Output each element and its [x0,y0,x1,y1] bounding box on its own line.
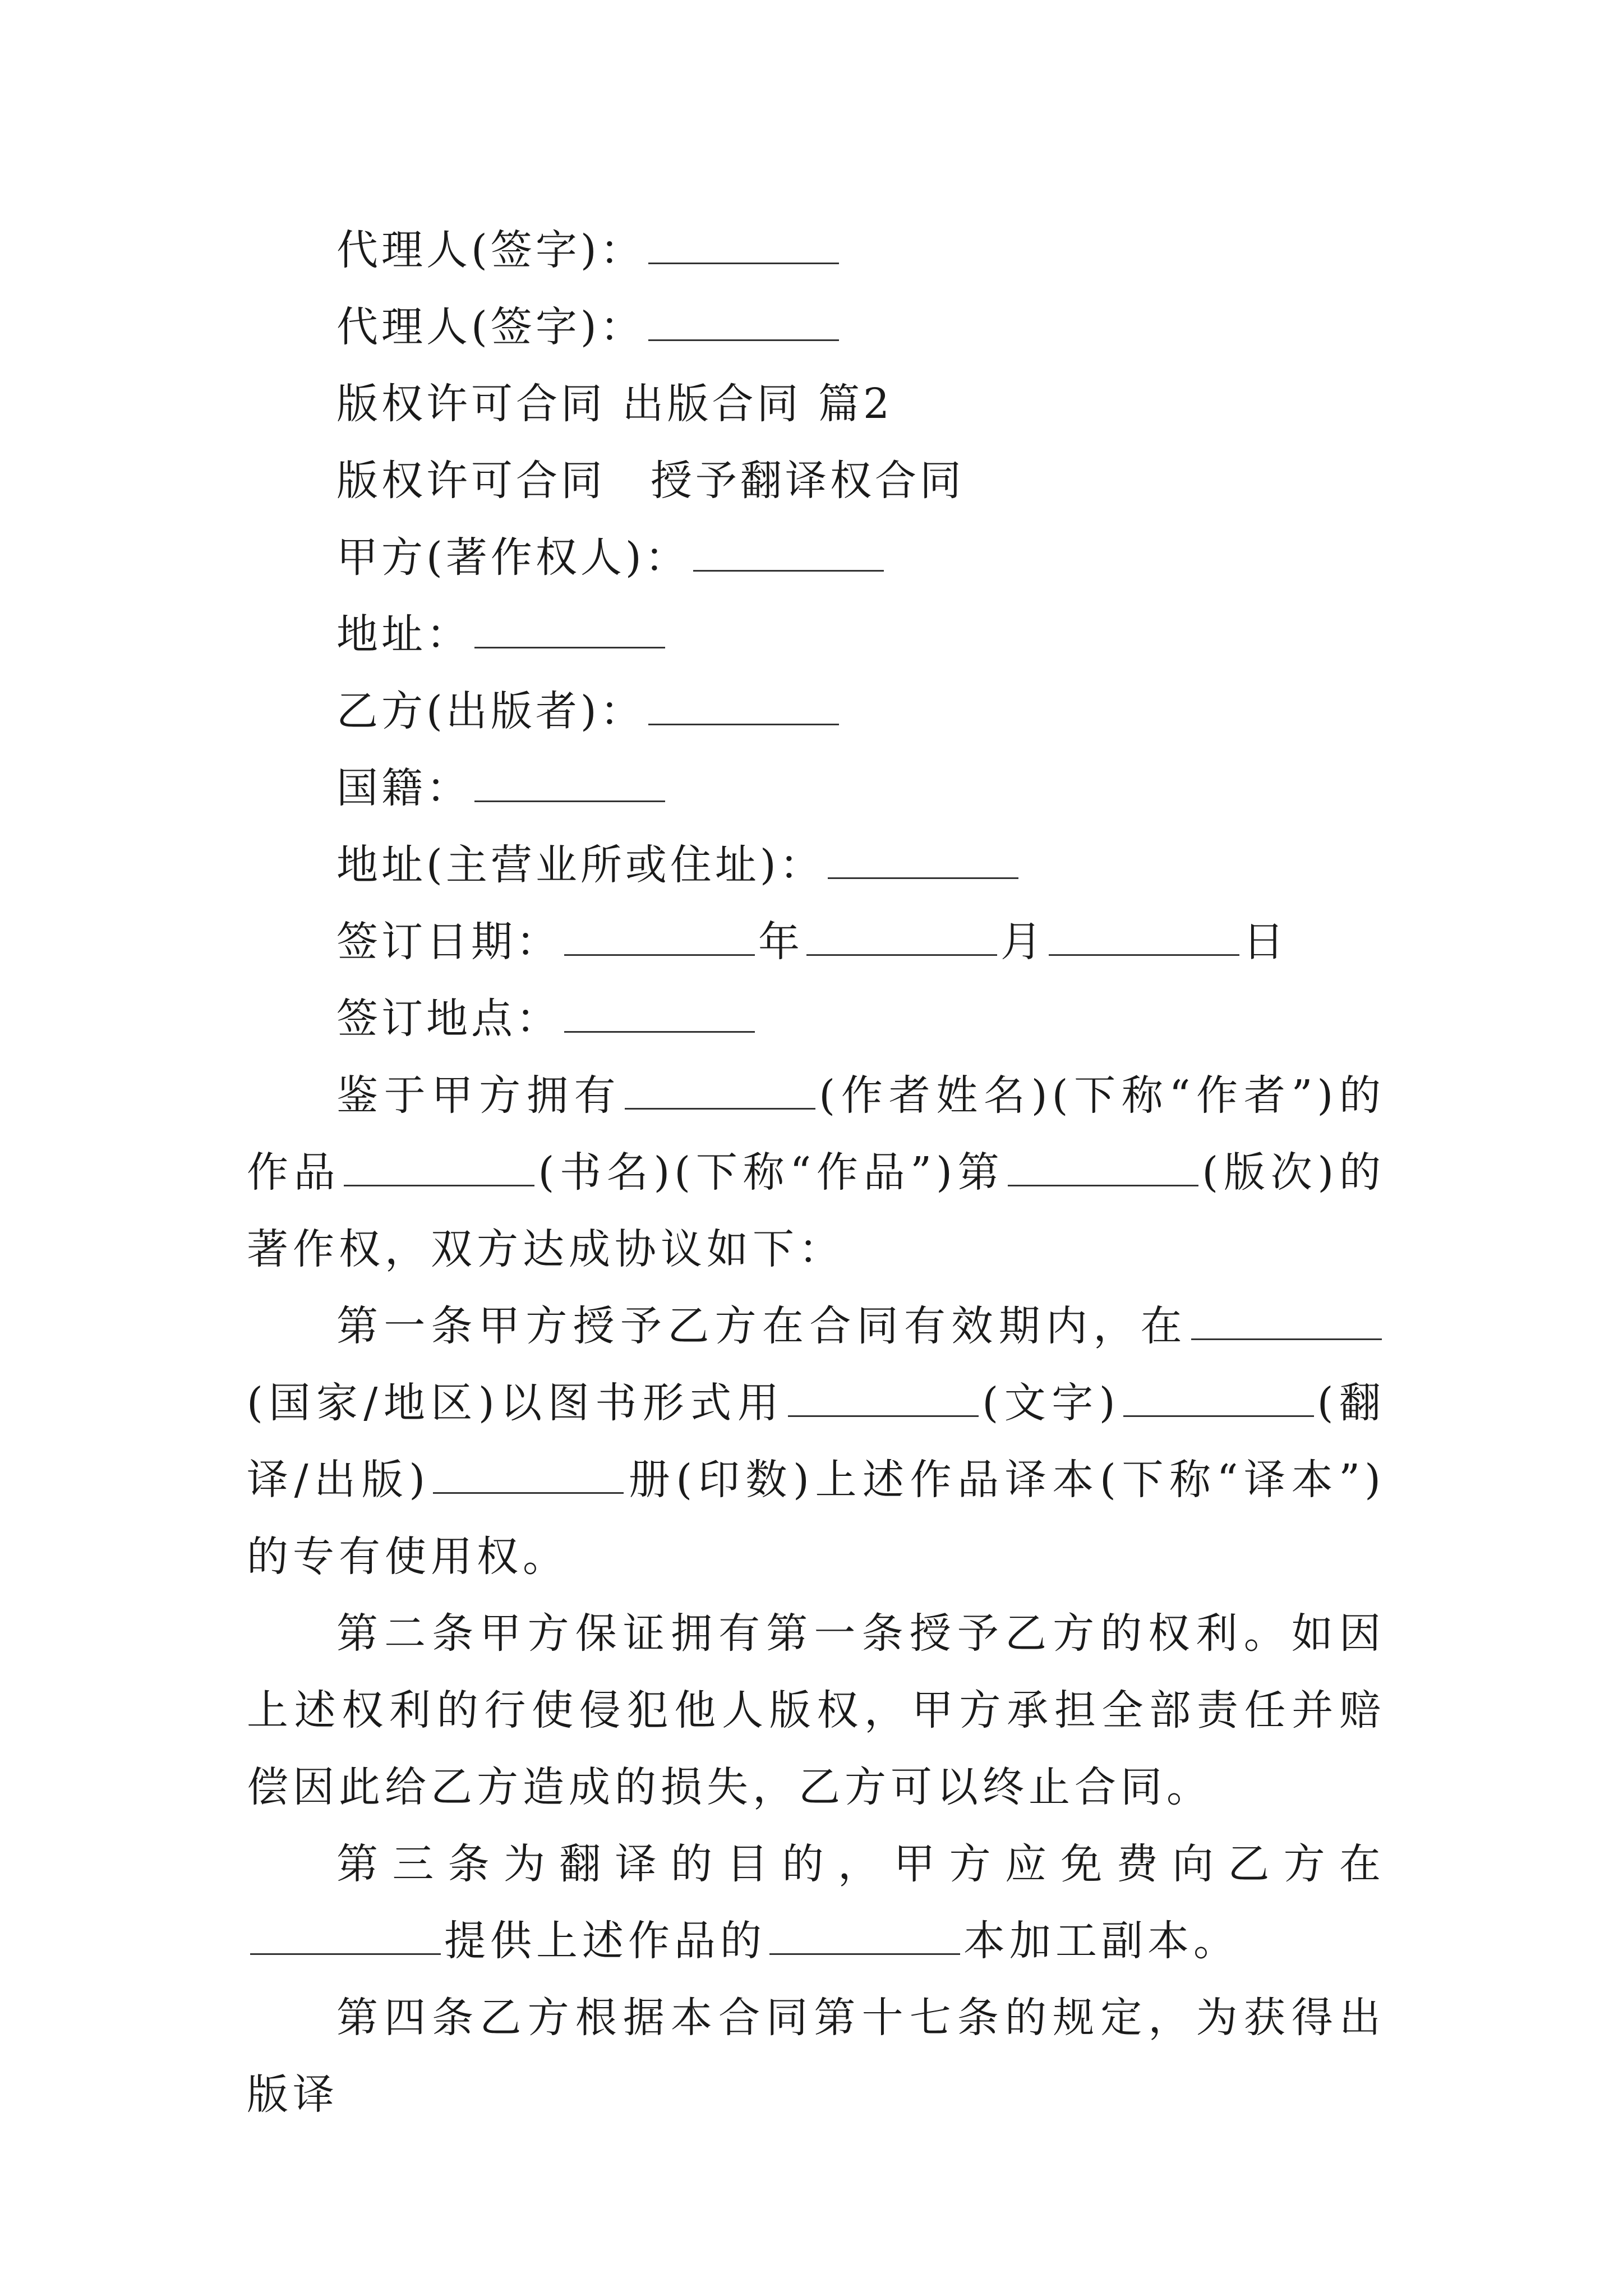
sign-month-blank [806,923,997,956]
article-1-text: 第一条甲方授予乙方在合同有效期内，在 [336,1302,1188,1350]
print-run-blank [433,1461,624,1494]
document-body [247,212,1385,2133]
month-label: 月 [1000,918,1045,966]
author-name-blank [625,1076,815,1110]
translate-publish-blank [1123,1384,1314,1417]
sign-date-line [247,904,1385,981]
agent-signature-line [247,212,1385,289]
agent-signature-label: 代理人(签字)： [336,226,645,274]
contract-title [247,443,1385,519]
party-b-address-line [247,827,1385,904]
party-b-label: 乙方(出版者)： [336,687,645,735]
article-3-text: 提供上述作品的 [444,1917,766,1965]
party-a-address-blank [474,615,665,648]
sign-year-blank [564,923,755,956]
article-4-text: 第四条乙方根据本合同第十七条的规定，为获得出版译 [247,1994,1385,2119]
article-3-paragraph [247,1826,1385,1980]
section-heading [247,366,1385,443]
section-heading-text: 版权许可合同 出版合同 篇2 [336,380,893,428]
party-a-address-line [247,596,1385,673]
sign-place-line [247,981,1385,1057]
sign-place-label: 签订地点： [336,995,561,1043]
preamble-text: (书名)(下称“作品”)第 [538,1148,1005,1197]
article-1-text: (国家/地区)以图书形式用 [247,1379,785,1427]
year-label: 年 [758,918,803,966]
article-3-text: 本加工副本。 [963,1917,1239,1965]
nationality-label: 国籍： [336,764,471,812]
party-a-line [247,519,1385,596]
delivery-place-blank [250,1922,441,1955]
party-b-address-blank [828,846,1018,879]
nationality-line [247,750,1385,827]
copies-blank [769,1922,960,1955]
agent-signature-line [247,289,1385,366]
edition-blank [1008,1153,1198,1186]
article-1-paragraph [247,1288,1385,1595]
party-b-address-label: 地址(主营业所或住址)： [336,841,824,889]
sign-place-blank [564,1000,755,1033]
country-blank [1191,1307,1382,1340]
article-1-text: 册(印数)上述作品译本(下称“译本”)的专有使用权。 [247,1456,1385,1581]
preamble-paragraph [247,1057,1385,1288]
party-a-label: 甲方(著作权人)： [336,533,690,582]
party-a-blank [693,539,884,572]
party-a-address-label: 地址： [336,610,471,659]
nationality-blank [474,769,665,802]
preamble-text: (作者姓名)(下称“作者”)的作品 [247,1071,1385,1197]
preamble-text: (版次)的著作权，双方达成协议如下： [247,1148,1385,1273]
agent-signature-label: 代理人(签字)： [336,303,645,351]
day-label: 日 [1243,918,1288,966]
sign-day-blank [1049,923,1239,956]
article-1-text: (文字) [982,1379,1120,1427]
party-b-line [247,673,1385,750]
agent-signature-blank [648,308,839,341]
language-blank [788,1384,979,1417]
article-3-text: 第三条为翻译的目的，甲方应免费向乙方在 [336,1840,1385,1888]
preamble-text: 鉴于甲方拥有 [336,1071,622,1120]
agent-signature-blank [648,231,839,264]
sign-date-label: 签订日期： [336,918,561,966]
article-4-paragraph [247,1980,1385,2133]
contract-title-text: 版权许可合同 授予翻译权合同 [336,457,965,505]
party-b-blank [648,692,839,725]
article-2-text: 第二条甲方保证拥有第一条授予乙方的权利。如因上述权利的行使侵犯他人版权，甲方承担全部责任并赔偿因此给乙方造成的损失，乙方可以终止合同。 [247,1609,1385,1811]
article-1-text: (翻译/出版) [247,1379,1385,1504]
book-title-blank [344,1153,534,1186]
article-2-paragraph [247,1595,1385,1826]
